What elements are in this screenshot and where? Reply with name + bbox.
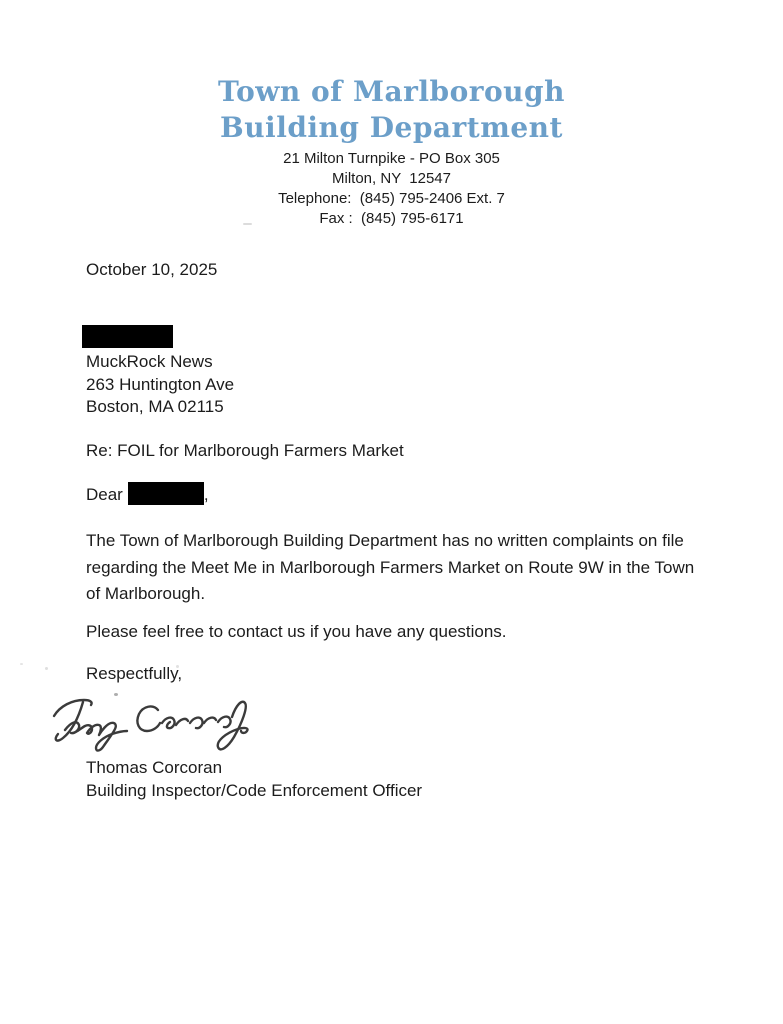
scan-artifact xyxy=(45,667,48,670)
recipient-organization: MuckRock News xyxy=(86,352,213,371)
salutation-prefix: Dear xyxy=(86,485,123,504)
signature-title: Building Inspector/Code Enforcement Officer xyxy=(86,781,423,800)
body-line: The Town of Marlborough Building Department has no written complaints on file xyxy=(86,531,684,550)
org-name-line1: Town of Marlborough xyxy=(218,75,565,108)
redaction-box-salutation-name xyxy=(128,482,204,505)
body-line: regarding the Meet Me in Marlborough Farmers Market on Route 9W in the Town xyxy=(86,557,695,577)
valediction: Respectfully, xyxy=(86,664,183,683)
recipient-street: 263 Huntington Ave xyxy=(86,374,235,394)
org-name-line2: Building Department xyxy=(220,111,563,144)
letterhead-city: Milton, NY 12547 xyxy=(332,170,451,187)
salutation-line xyxy=(86,482,209,505)
letterhead-street: 21 Milton Turnpike - PO Box 305 xyxy=(283,150,500,167)
recipient-city-state-zip: Boston, MA 02115 xyxy=(86,397,224,416)
subject-line: Re: FOIL for Marlborough Farmers Market xyxy=(86,441,404,460)
letterhead-fax: Fax : (845) 795-6171 xyxy=(319,210,464,227)
scan-artifact xyxy=(20,663,23,665)
signature-name: Thomas Corcoran xyxy=(86,758,223,777)
signature-block xyxy=(86,756,422,802)
scan-artifact xyxy=(243,223,252,225)
signature-ink xyxy=(50,692,250,760)
closing-paragraph: Please feel free to contact us if you have any questions. xyxy=(86,622,507,641)
recipient-address-block xyxy=(86,351,234,419)
body-paragraph xyxy=(86,528,694,608)
redaction-box-recipient-name xyxy=(82,325,173,348)
letter-date: October 10, 2025 xyxy=(86,260,218,279)
letterhead-phone: Telephone: (845) 795-2406 Ext. 7 xyxy=(278,190,505,207)
body-line: of Marlborough. xyxy=(86,584,206,604)
signature-handwriting xyxy=(50,692,250,760)
letterhead xyxy=(0,74,783,229)
salutation-suffix: , xyxy=(203,485,209,504)
